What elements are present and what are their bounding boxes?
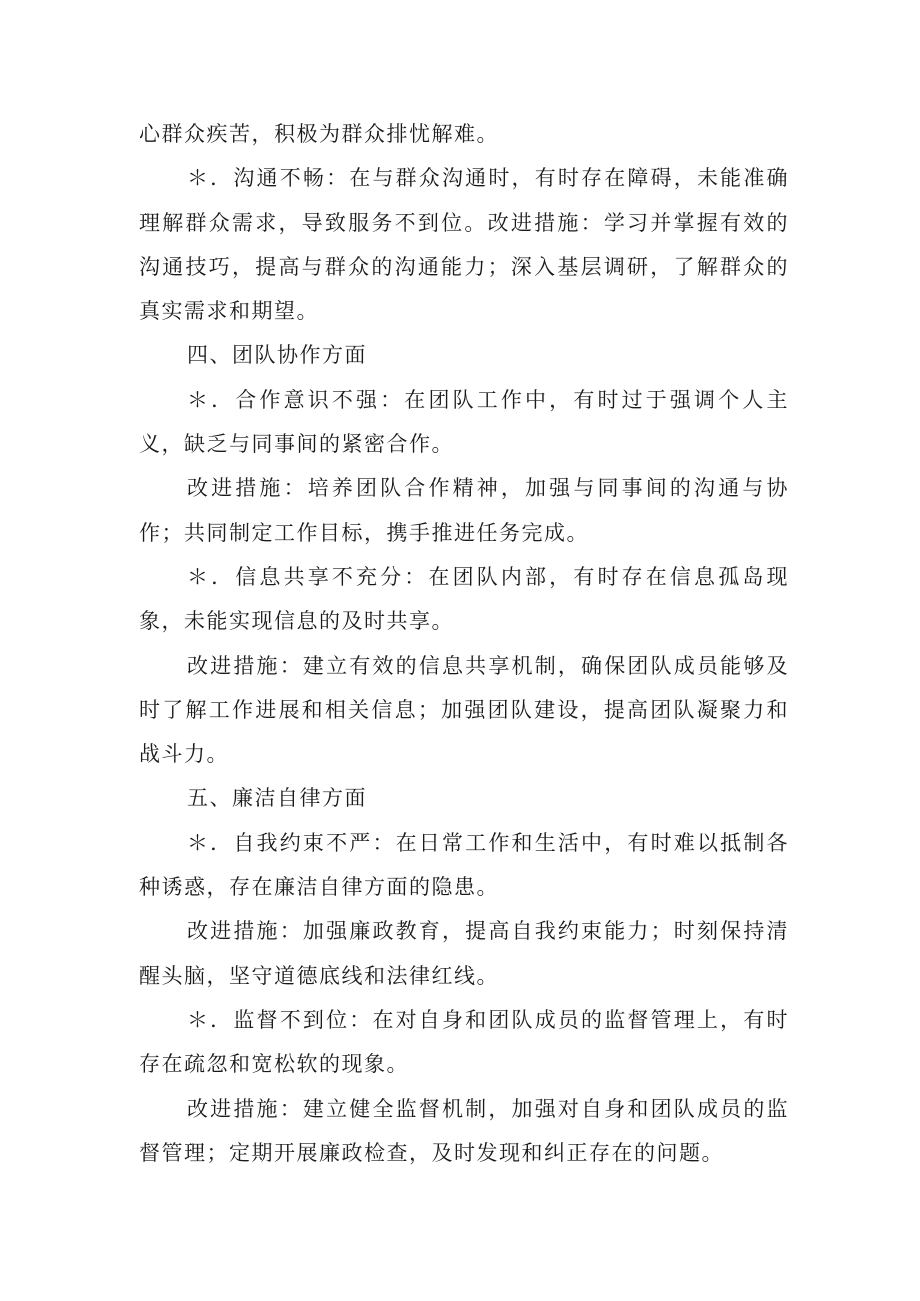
paragraph-cooperation-measure: 改进措施：培养团队合作精神，加强与同事间的沟通与协作；共同制定工作目标，携手推进任务完成。 xyxy=(139,476,789,545)
paragraph-cooperation-issue: ＊．合作意识不强：在团队工作中，有时过于强调个人主义，缺乏与同事间的紧密合作。 xyxy=(139,387,789,457)
paragraph-continuation: 心群众疾苦，积极为群众排忧解难。 xyxy=(139,122,499,146)
section-heading-teamwork: 四、团队协作方面 xyxy=(187,343,367,368)
paragraph-self-discipline-measure: 改进措施：加强廉政教育，提高自我约束能力；时刻保持清醒头脑，坚守道德底线和法律红线。 xyxy=(139,919,789,988)
paragraph-info-sharing-measure: 改进措施：建立有效的信息共享机制，确保团队成员能够及时了解工作进展和相关信息；加强团队建设，提高团队凝聚力和战斗力。 xyxy=(139,653,789,767)
paragraph-self-discipline-issue: ＊．自我约束不严：在日常工作和生活中，有时难以抵制各种诱惑，存在廉洁自律方面的隐患。 xyxy=(139,830,789,900)
section-heading-integrity: 五、廉洁自律方面 xyxy=(187,786,367,811)
paragraph-info-sharing-issue: ＊．信息共享不充分：在团队内部，有时存在信息孤岛现象，未能实现信息的及时共享。 xyxy=(139,564,789,634)
paragraph-supervision-measure: 改进措施：建立健全监督机制，加强对自身和团队成员的监督管理；定期开展廉政检查，及时发现和纠正存在的问题。 xyxy=(139,1096,789,1165)
document-body xyxy=(139,112,789,1175)
paragraph-communication: ＊．沟通不畅：在与群众沟通时，有时存在障碍，未能准确理解群众需求，导致服务不到位。改进措施：学习并掌握有效的沟通技巧，提高与群众的沟通能力；深入基层调研，了解群众的真实需求和期望。 xyxy=(139,166,789,324)
paragraph-supervision-issue: ＊．监督不到位：在对自身和团队成员的监督管理上，有时存在疏忽和宽松软的现象。 xyxy=(139,1007,789,1077)
